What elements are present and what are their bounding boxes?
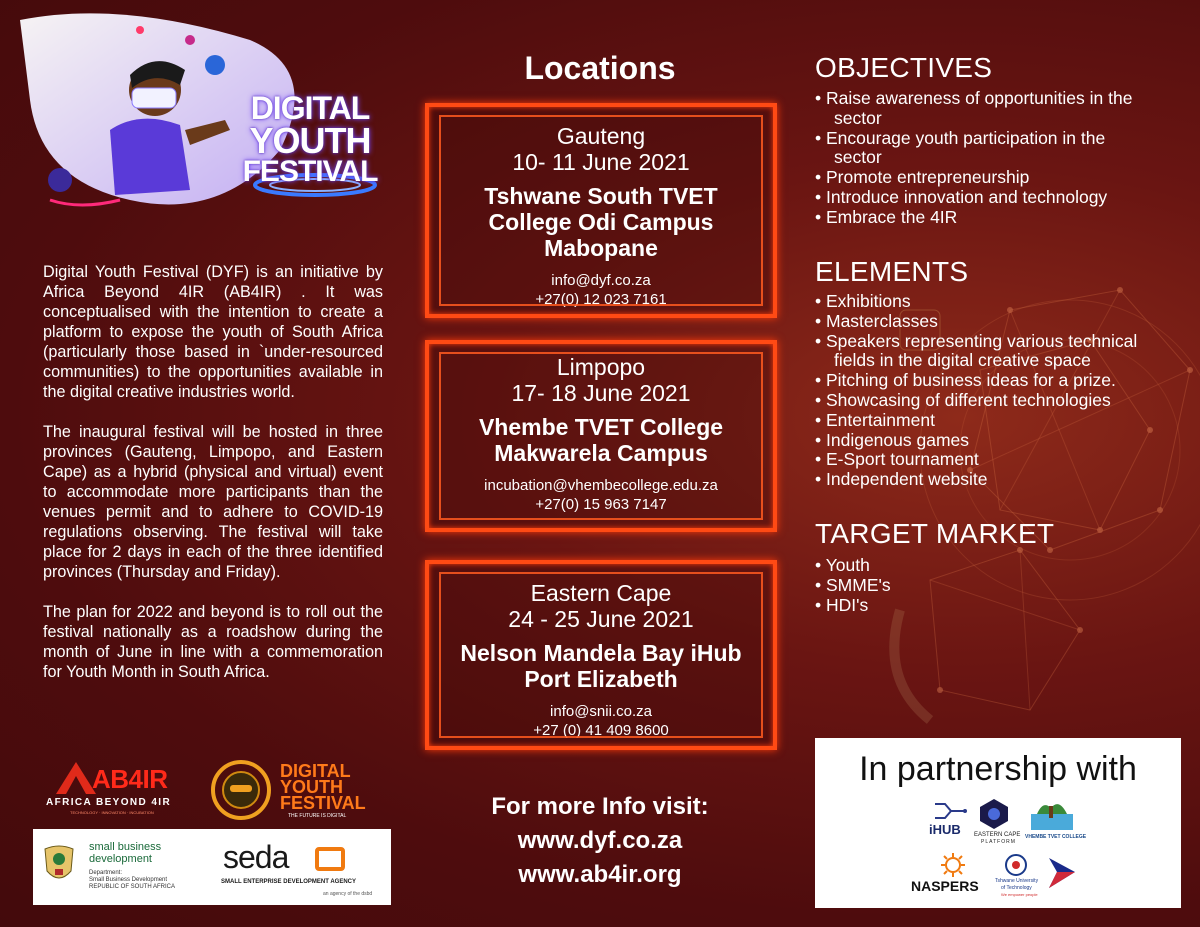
festival-hero-illustration xyxy=(20,10,390,230)
list-item: • Indigenous games xyxy=(815,431,1185,451)
list-item: • Embrace the 4IR xyxy=(815,208,1185,228)
list-item: • HDI's xyxy=(815,596,1185,616)
website-link-dyf[interactable]: www.dyf.co.za xyxy=(517,827,683,854)
hero-title-line3: FESTIVAL xyxy=(242,155,378,188)
list-item: • Masterclasses xyxy=(815,312,1185,332)
list-item: • Speakers representing various technical fields in the digital creative space xyxy=(815,332,1185,372)
location-email[interactable]: info@dyf.co.za xyxy=(551,272,651,289)
tut-line3: We empower people xyxy=(1001,892,1038,897)
sbd-line1: small business xyxy=(89,841,162,853)
list-item: • Showcasing of different technologies xyxy=(815,391,1185,411)
location-date: 17- 18 June 2021 xyxy=(511,380,691,406)
list-item: • Youth xyxy=(815,556,1185,576)
location-phone: +27(0) 15 963 7147 xyxy=(535,496,667,513)
sbd-dept1: Department: xyxy=(89,870,123,876)
vhembe-college-icon xyxy=(1029,798,1075,832)
vhembe-logo-text: VHEMBE TVET COLLEGE xyxy=(1025,834,1087,840)
ab4ir-name: AB4IR xyxy=(92,764,168,794)
seda-note: an agency of the dsbd xyxy=(323,891,373,897)
list-item: • Entertainment xyxy=(815,411,1185,431)
list-item: • Raise awareness of opportunities in the sector xyxy=(815,89,1185,129)
website-link-ab4ir[interactable]: www.ab4ir.org xyxy=(518,861,682,888)
objectives-list xyxy=(815,89,1185,228)
ihub-circuit-icon xyxy=(933,800,967,822)
dyf-logo-line1: DIGITAL xyxy=(280,761,351,781)
ab4ir-logo xyxy=(42,760,192,820)
dyf-mask-icon xyxy=(210,757,272,823)
target-market-list xyxy=(815,556,1185,615)
ec-platform-line1: EASTERN CAPE xyxy=(974,832,1021,838)
description-paragraph: The inaugural festival will be hosted in three provinces (Gauteng, Limpopo, and Eastern Cape) as a hybrid (physical and virtual) event to accommodate more participants than the venues permit and to adhere to COVID-19 regulations observing. The festival will take place for 2 days in each of the three identified provinces (Thursday and Friday). xyxy=(43,423,383,581)
location-venue-line: Port Elizabeth xyxy=(524,666,678,692)
location-venue-line: College Odi Campus xyxy=(488,209,714,235)
sponsor-logos-box xyxy=(33,829,391,905)
ab4ir-triangle-icon xyxy=(56,762,96,794)
list-item: • Independent website xyxy=(815,470,1185,490)
seda-fullname: SMALL ENTERPRISE DEVELOPMENT AGENCY xyxy=(221,879,357,885)
objectives-title: OBJECTIVES xyxy=(815,52,993,83)
list-item: • Encourage youth participation in the sector xyxy=(815,129,1185,169)
seda-mark-icon xyxy=(315,847,345,871)
target-market-title: TARGET MARKET xyxy=(815,518,1055,549)
location-province: Limpopo xyxy=(556,354,646,380)
list-item: • Introduce innovation and technology xyxy=(815,188,1185,208)
dyf-logo-line3: FESTIVAL xyxy=(280,793,366,813)
list-item: • SMME's xyxy=(815,576,1185,596)
location-card-gauteng xyxy=(425,103,777,318)
location-phone: +27 (0) 41 409 8600 xyxy=(533,722,669,739)
location-venue-line: Tshwane South TVET xyxy=(484,183,718,209)
ec-platform-icon xyxy=(978,798,1010,830)
location-venue-line: Mabopane xyxy=(544,235,658,261)
dyf-logo-line2: YOUTH xyxy=(280,777,343,797)
naspers-logo-text: NASPERS xyxy=(911,878,979,894)
seda-name: seda xyxy=(223,839,289,875)
location-card-eastern-cape xyxy=(425,560,777,750)
location-venue-line: Nelson Mandela Bay iHub xyxy=(460,640,742,666)
partnership-box xyxy=(815,738,1181,908)
elements-title: ELEMENTS xyxy=(815,256,969,287)
list-item: • Exhibitions xyxy=(815,292,1185,312)
ec-platform-line2: PLATFORM xyxy=(981,839,1016,845)
more-info-label: For more Info visit: xyxy=(491,793,709,820)
hero-title-line1: DIGITAL xyxy=(250,90,370,126)
dyf-logo-tagline: THE FUTURE IS DIGITAL xyxy=(288,813,347,819)
naspers-sun-icon xyxy=(940,852,966,878)
ab4ir-tagline: TECHNOLOGY · INNOVATION · INCUBATION xyxy=(70,810,154,815)
dyf-logo xyxy=(210,755,380,825)
ab4ir-subtitle: AFRICA BEYOND 4IR xyxy=(46,797,172,808)
elements-list xyxy=(815,292,1185,490)
location-date: 10- 11 June 2021 xyxy=(512,149,690,175)
coat-of-arms-icon xyxy=(41,843,77,887)
location-province: Eastern Cape xyxy=(530,580,672,606)
tut-emblem-icon xyxy=(1005,854,1027,876)
location-venue-line: Makwarela Campus xyxy=(494,440,708,466)
partner-mark-icon xyxy=(1047,856,1077,890)
list-item: • Promote entrepreneurship xyxy=(815,168,1185,188)
sbd-dept2: Small Business Development xyxy=(89,877,168,883)
sbd-line2: development xyxy=(89,853,152,865)
ihub-logo-text: iHUB xyxy=(929,822,961,837)
description-paragraph: The plan for 2022 and beyond is to roll out the festival nationally as a roadshow during the month of June in line with a commemoration for Youth Month in South Africa. xyxy=(43,603,383,681)
location-venue-line: Vhembe TVET College xyxy=(478,414,724,440)
list-item: • E-Sport tournament xyxy=(815,450,1185,470)
tut-line2: of Technology xyxy=(1001,885,1032,891)
locations-title: Locations xyxy=(524,50,676,86)
description-paragraph: Digital Youth Festival (DYF) is an initiative by Africa Beyond 4IR (AB4IR) . It was conceptualised with the intention to create a platform to expose the youth of South Africa (particularly those based in `under-resourced communities) to the opportunities available in the digital creative industries world. xyxy=(43,263,383,401)
location-phone: +27(0) 12 023 7161 xyxy=(535,291,667,308)
tut-line1: Tshwane University xyxy=(995,878,1039,884)
location-card-limpopo xyxy=(425,340,777,532)
sbd-dept3: REPUBLIC OF SOUTH AFRICA xyxy=(89,884,176,890)
hero-title-line2: YOUTH xyxy=(249,120,371,161)
location-email[interactable]: incubation@vhembecollege.edu.za xyxy=(484,477,718,494)
location-province: Gauteng xyxy=(556,123,646,149)
partnership-title: In partnership with xyxy=(859,750,1137,788)
location-date: 24 - 25 June 2021 xyxy=(508,606,694,632)
festival-description xyxy=(43,262,383,702)
list-item: • Pitching of business ideas for a prize. xyxy=(815,371,1185,391)
more-info-block xyxy=(420,790,780,892)
location-email[interactable]: info@snii.co.za xyxy=(550,703,652,720)
